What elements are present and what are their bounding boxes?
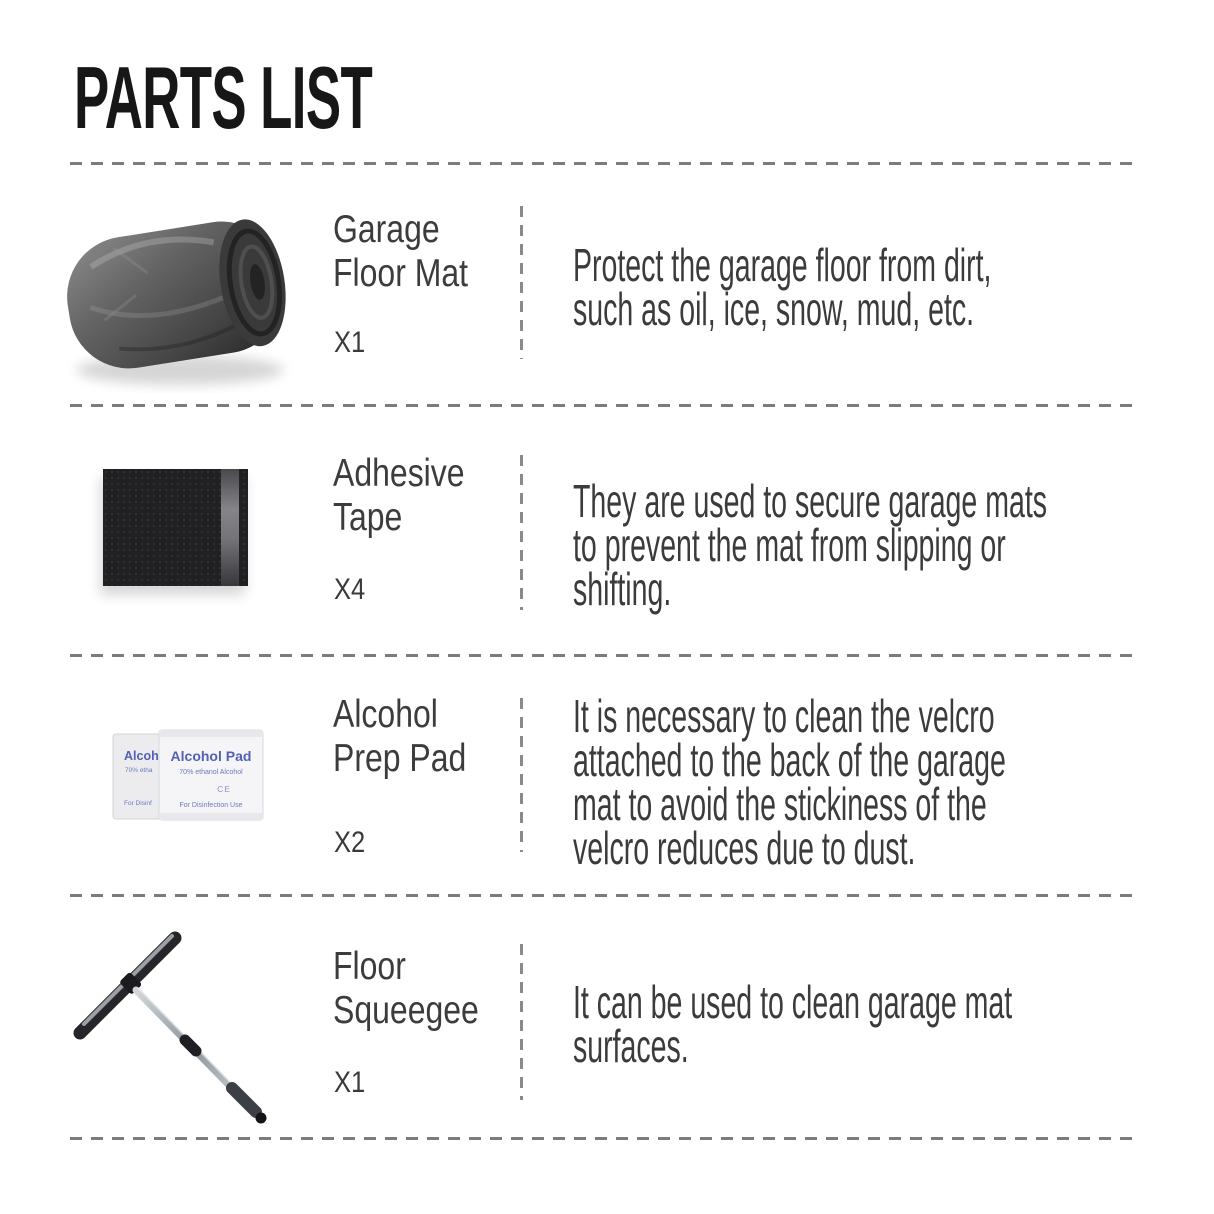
part-name-line: Alcohol bbox=[333, 693, 438, 736]
description-line: It can be used to clean garage mat bbox=[573, 976, 1013, 1028]
part-description bbox=[573, 239, 992, 335]
part-name-line: Adhesive bbox=[333, 452, 465, 495]
column-separator bbox=[520, 944, 523, 1100]
adhesive-tape-liner-strip bbox=[221, 469, 239, 586]
description-line: to prevent the mat from slipping or bbox=[573, 519, 1006, 571]
description-line: velcro reduces due to dust. bbox=[573, 822, 916, 874]
front-pad-footer: For Disinfection Use bbox=[179, 802, 243, 809]
floor-squeegee-image bbox=[72, 930, 277, 1130]
floor-squeegee-illustration bbox=[72, 930, 277, 1130]
description-line: shifting. bbox=[573, 563, 672, 615]
parts-row-floor-squeegee bbox=[0, 894, 1214, 1137]
ce-mark: CE bbox=[217, 784, 231, 794]
front-pad bbox=[159, 730, 263, 820]
part-quantity: X1 bbox=[334, 326, 366, 359]
part-name-line: Garage bbox=[333, 208, 440, 251]
page-title: PARTS LIST bbox=[74, 48, 373, 147]
back-pad-subtitle: 70% etha bbox=[125, 767, 153, 774]
alcohol-prep-pad-illustration bbox=[112, 728, 264, 821]
description-line: It is necessary to clean the velcro bbox=[573, 690, 995, 742]
part-name bbox=[333, 208, 468, 296]
part-name bbox=[333, 452, 465, 540]
column-separator bbox=[520, 455, 523, 610]
part-quantity: X1 bbox=[334, 1066, 366, 1099]
description-line: Protect the garage floor from dirt, bbox=[573, 239, 992, 291]
parts-row-adhesive-tape bbox=[0, 404, 1214, 654]
part-name-line: Floor bbox=[333, 945, 406, 988]
parts-row-garage-floor-mat bbox=[0, 162, 1214, 404]
front-pad-title: Alcohol Pad bbox=[170, 748, 252, 764]
front-pad-subtitle: 70% ethanol Alcohol bbox=[179, 769, 243, 776]
alcohol-prep-pad-image bbox=[112, 728, 264, 821]
adhesive-tape-image bbox=[103, 469, 248, 586]
description-line: They are used to secure garage mats bbox=[573, 475, 1048, 527]
part-quantity: X4 bbox=[334, 573, 366, 606]
back-pad-footer: For Disinf bbox=[124, 800, 152, 807]
part-description bbox=[573, 976, 1013, 1072]
garage-floor-mat-image bbox=[62, 198, 307, 393]
column-separator bbox=[520, 206, 523, 359]
part-name bbox=[333, 693, 466, 781]
part-description bbox=[573, 690, 1006, 874]
part-name-line: Prep Pad bbox=[333, 737, 467, 780]
part-name-line: Floor Mat bbox=[333, 252, 469, 295]
part-quantity: X2 bbox=[334, 826, 366, 859]
back-pad-title: Alcoh bbox=[124, 749, 159, 763]
garage-floor-mat-illustration bbox=[62, 198, 307, 393]
description-line: surfaces. bbox=[573, 1020, 689, 1072]
part-name-line: Squeegee bbox=[333, 989, 479, 1032]
divider-line bbox=[70, 1137, 1137, 1140]
part-name-line: Tape bbox=[333, 496, 403, 539]
parts-row-alcohol-prep-pad bbox=[0, 654, 1214, 894]
column-separator bbox=[520, 698, 523, 852]
description-line: mat to avoid the stickiness of the bbox=[573, 778, 987, 830]
part-name bbox=[333, 945, 479, 1033]
description-line: attached to the back of the garage bbox=[573, 734, 1006, 786]
description-line: such as oil, ice, snow, mud, etc. bbox=[573, 283, 975, 335]
part-description bbox=[573, 475, 1048, 615]
